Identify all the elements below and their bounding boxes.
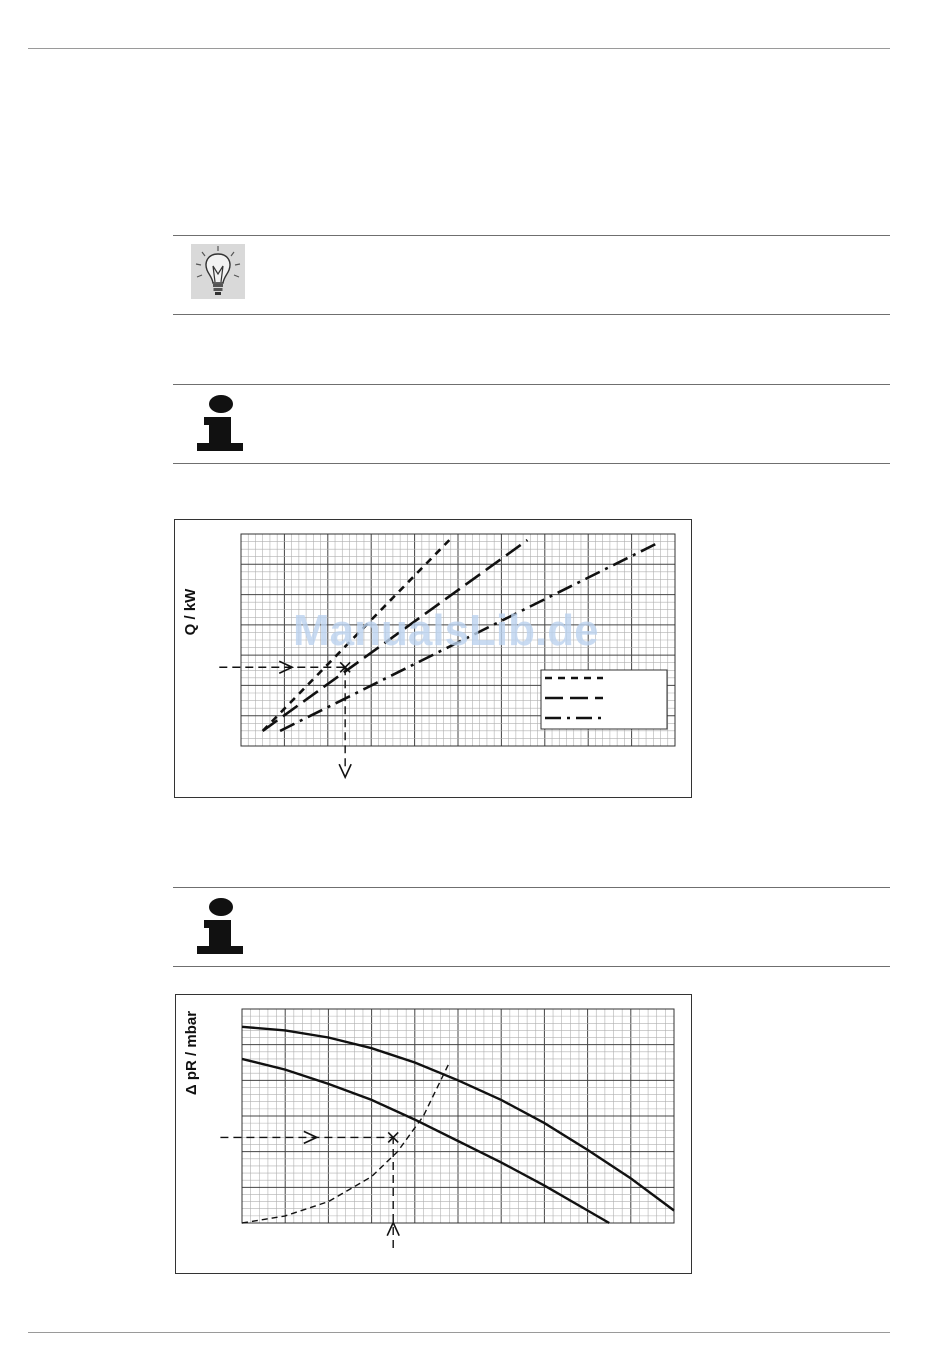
tip-box bbox=[173, 235, 890, 315]
chart-pressure-loss-svg bbox=[176, 995, 691, 1273]
chart-legend bbox=[541, 670, 667, 729]
chart-grid bbox=[242, 1009, 674, 1223]
lightbulb-icon bbox=[191, 244, 245, 304]
footer-rule bbox=[28, 1332, 890, 1333]
chart-heat-output bbox=[174, 519, 692, 798]
y-axis-label: Q / kW bbox=[182, 588, 199, 636]
info-box bbox=[173, 384, 890, 464]
y-axis-label: Δ pR / mbar bbox=[183, 1010, 200, 1096]
info-icon bbox=[191, 898, 249, 959]
header-rule bbox=[28, 48, 890, 49]
chart-pressure-loss bbox=[175, 994, 692, 1274]
watermark-text: ManualsLib.de bbox=[293, 606, 599, 655]
series-line-2 bbox=[242, 1059, 609, 1223]
info-box bbox=[173, 887, 890, 967]
chart-heat-output-svg bbox=[175, 520, 691, 797]
info-icon bbox=[191, 395, 249, 456]
